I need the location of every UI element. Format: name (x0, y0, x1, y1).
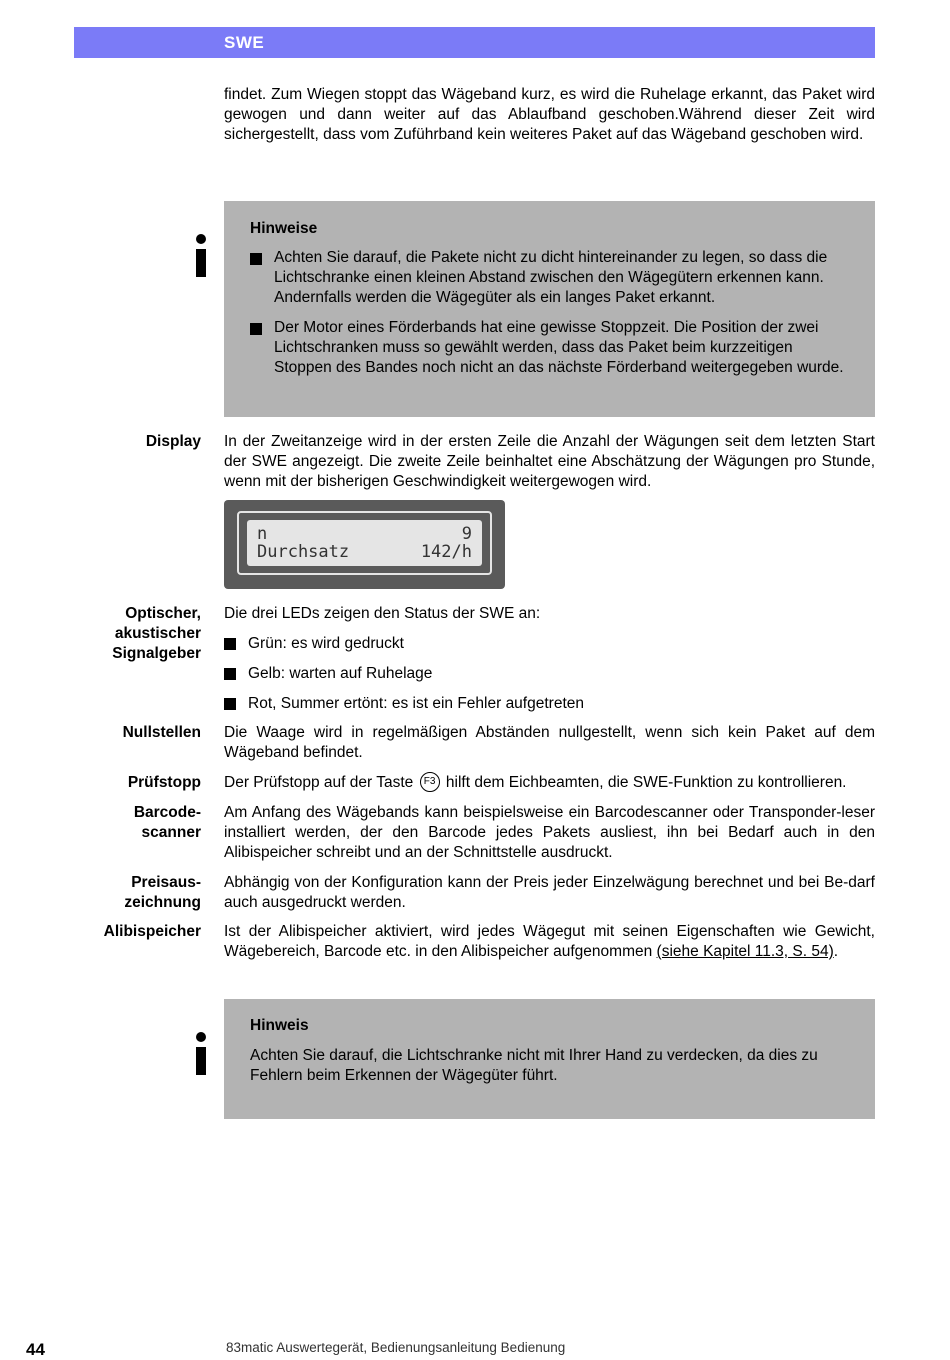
bullet-square-icon (224, 698, 236, 710)
alibi-paragraph: Ist der Alibispeicher aktiviert, wird jedes Wägegut mit seinen Eigenschaften wie Gewicht, Wägebereich, Barcode etc. in den Alibispeicher aufgenommen (siehe Kapitel 11.3, S. 54). (224, 923, 875, 960)
note-item: Achten Sie darauf, die Pakete nicht zu dicht hintereinander zu legen, so dass die Lichtschranke einen kleinen Abstand zwischen den Wägegütern erkennen kann. Andernfalls werden die Wägegüter als ein langes Paket erkannt. (250, 248, 850, 308)
section-header-bar (74, 27, 875, 58)
bullet-square-icon (224, 668, 236, 680)
side-label-alibi: Alibispeicher (103, 923, 201, 940)
bullet-square-icon (224, 638, 236, 650)
side-label-pruefstopp: Prüfstopp (127, 774, 201, 791)
list-item: Grün: es wird gedruckt (224, 634, 874, 654)
list-item: Gelb: warten auf Ruhelage (224, 664, 874, 684)
signal-intro: Die drei LEDs zeigen den Status der SWE an: (224, 605, 541, 622)
bullet-square-icon (250, 253, 262, 265)
chapter-link[interactable]: (siehe Kapitel 11.3, S. 54) (656, 943, 834, 960)
list-item: Rot, Summer ertönt: es ist ein Fehler aufgetreten (224, 694, 874, 714)
note-item: Der Motor eines Förderbands hat eine gewisse Stoppzeit. Die Position der zwei Lichtschranken muss so gewählt werden, dass das Paket beim kurzzeitigen Stoppen des Bandes noch nicht an das nächste Förderband weitergegeben wurde. (250, 318, 850, 378)
side-label-barcode: Barcode- scanner (133, 804, 201, 841)
note-text: Achten Sie darauf, die Lichtschranke nicht mit Ihrer Hand zu verdecken, da dies zu Fehlern beim Erkennen der Wägegüter führt. (250, 1047, 818, 1084)
nullstellen-paragraph: Die Waage wird in regelmäßigen Abständen nullgestellt, wenn sich kein Paket auf dem Wägeband befindet. (224, 724, 875, 761)
f3-key-icon: F3 (420, 772, 440, 792)
preis-paragraph: Abhängig von der Konfiguration kann der Preis jeder Einzelwägung berechnet und bei Be-darf auch ausgedruckt werden. (224, 874, 875, 911)
lcd-row-2: Durchsatz 142/h (257, 542, 472, 562)
lcd-row-1: n 9 (257, 524, 472, 544)
bullet-square-icon (250, 323, 262, 335)
note-box-hinweis (224, 999, 875, 1119)
pruefstopp-paragraph: Der Prüfstopp auf der Taste F3 hilft dem Eichbeamten, die SWE-Funktion zu kontrollieren. (224, 773, 875, 793)
lcd-screen (247, 520, 482, 566)
page-number: 44 (26, 1340, 45, 1359)
lcd-display (224, 500, 505, 589)
barcode-paragraph: Am Anfang des Wägebands kann beispielsweise ein Barcodescanner oder Transponder-leser installiert werden, der den Barcode jedes Pakets ausliest, ihn bei Bedarf auch in den Alibispeicher schreibt und an der Schnittstelle ausdruckt. (224, 804, 875, 861)
note-title: Hinweis (250, 1017, 309, 1034)
intro-paragraph: findet. Zum Wiegen stoppt das Wägeband kurz, es wird die Ruhelage erkannt, das Paket wird gewogen und dann weiter auf das Ablaufband geschoben.Während dieser Zeit wird sichergestellt, dass vom Zuführband kein weiteres Paket auf das Wägeband geschoben wird. (224, 86, 875, 143)
section-title: SWE (224, 33, 265, 52)
display-paragraph: In der Zweitanzeige wird in der ersten Zeile die Anzahl der Wägungen seit dem letzten Start der SWE angezeigt. Die zweite Zeile beinhaltet eine Abschätzung der Wägungen pro Stunde, wenn mit der bisherigen Geschwindigkeit weitergewogen wird. (224, 433, 875, 490)
note-box-hinweise (224, 201, 875, 417)
note-title: Hinweise (250, 220, 318, 237)
side-label-display: Display (145, 433, 201, 450)
side-label-preis: Preisaus- zeichnung (124, 874, 201, 911)
side-label-nullstellen: Nullstellen (122, 724, 201, 741)
side-label-signalgeber: Optischer, akustischer Signalgeber (112, 605, 201, 662)
footer-text: 83matic Auswertegerät, Bedienungsanleitung Bedienung (226, 1340, 566, 1355)
